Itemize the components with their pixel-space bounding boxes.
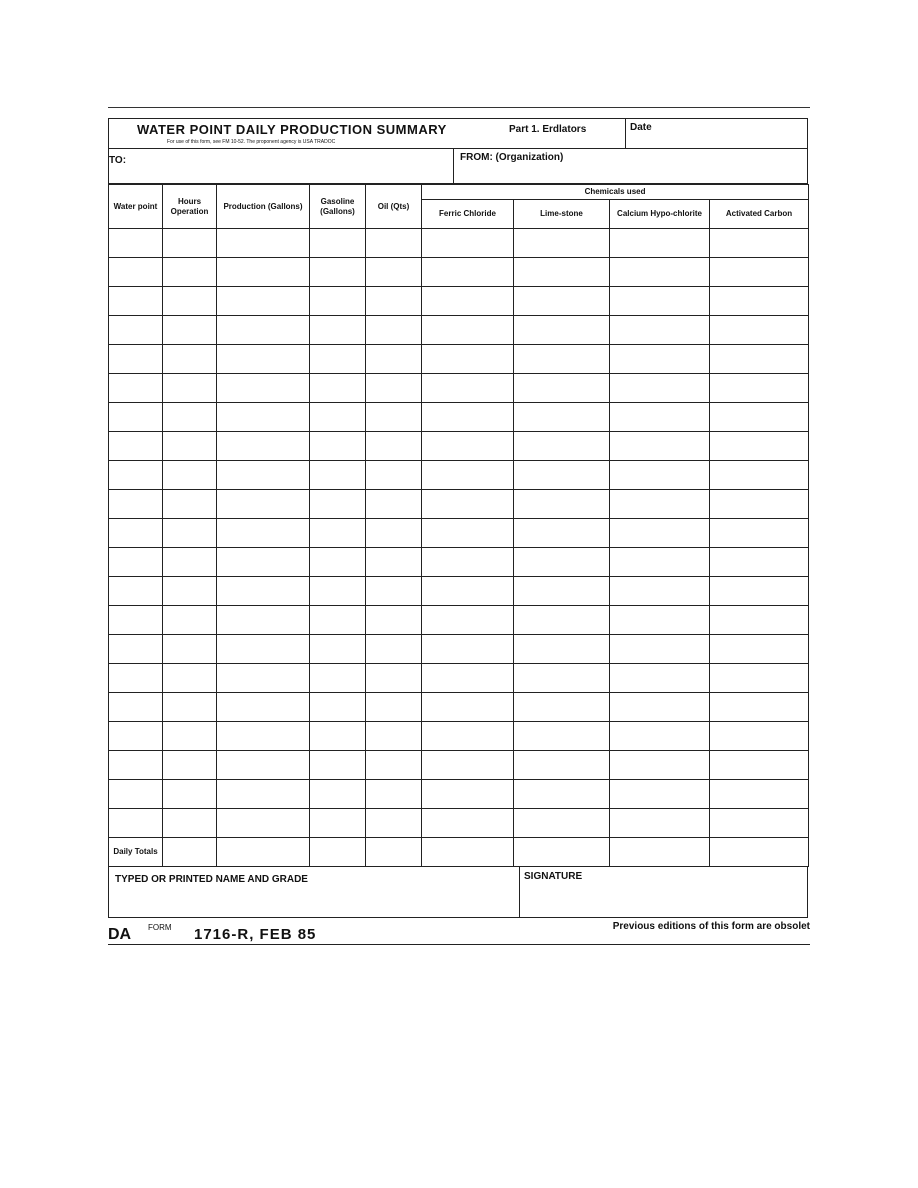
entry-cell[interactable] bbox=[310, 809, 366, 838]
entry-cell[interactable] bbox=[163, 403, 217, 432]
entry-cell[interactable] bbox=[366, 751, 422, 780]
entry-cell[interactable] bbox=[310, 780, 366, 809]
entry-cell[interactable] bbox=[217, 548, 310, 577]
entry-cell[interactable] bbox=[310, 606, 366, 635]
entry-cell[interactable] bbox=[366, 693, 422, 722]
entry-cell[interactable] bbox=[514, 374, 610, 403]
entry-cell[interactable] bbox=[310, 316, 366, 345]
table-row bbox=[109, 490, 809, 519]
table-row bbox=[109, 374, 809, 403]
entry-cell[interactable] bbox=[610, 519, 710, 548]
entry-cell[interactable] bbox=[610, 345, 710, 374]
entry-cell[interactable] bbox=[217, 635, 310, 664]
entry-cell[interactable] bbox=[310, 374, 366, 403]
table-row bbox=[109, 606, 809, 635]
to-from-row bbox=[108, 148, 808, 184]
entry-cell[interactable] bbox=[109, 635, 163, 664]
entry-cell[interactable] bbox=[366, 809, 422, 838]
entry-cell[interactable] bbox=[366, 722, 422, 751]
entry-cell[interactable] bbox=[217, 606, 310, 635]
entry-cell[interactable] bbox=[163, 258, 217, 287]
entry-cell[interactable] bbox=[217, 751, 310, 780]
entry-cell[interactable] bbox=[514, 258, 610, 287]
top-rule bbox=[108, 107, 810, 108]
entry-cell[interactable] bbox=[366, 519, 422, 548]
table-body bbox=[109, 229, 809, 867]
entry-cell[interactable] bbox=[422, 751, 514, 780]
entry-cell[interactable] bbox=[514, 461, 610, 490]
entry-cell[interactable] bbox=[366, 258, 422, 287]
form-header bbox=[108, 118, 808, 148]
entry-cell[interactable] bbox=[610, 577, 710, 606]
entry-cell[interactable] bbox=[217, 461, 310, 490]
entry-cell[interactable] bbox=[710, 664, 809, 693]
entry-cell[interactable] bbox=[610, 548, 710, 577]
entry-cell[interactable] bbox=[109, 751, 163, 780]
entry-cell[interactable] bbox=[109, 258, 163, 287]
entry-cell[interactable] bbox=[514, 577, 610, 606]
entry-cell[interactable] bbox=[310, 287, 366, 316]
obsolete-note: Previous editions of this form are obsolet bbox=[612, 921, 810, 932]
entry-cell[interactable] bbox=[217, 258, 310, 287]
col-calcium-hypochlorite: Calcium Hypo-chlorite bbox=[610, 200, 710, 229]
agency-label: DA bbox=[108, 926, 132, 943]
entry-cell[interactable] bbox=[422, 316, 514, 345]
entry-cell[interactable] bbox=[610, 809, 710, 838]
entry-cell[interactable] bbox=[109, 577, 163, 606]
entry-cell[interactable] bbox=[710, 490, 809, 519]
entry-cell[interactable] bbox=[422, 258, 514, 287]
entry-cell[interactable] bbox=[217, 229, 310, 258]
table-row bbox=[109, 316, 809, 345]
entry-cell[interactable] bbox=[422, 693, 514, 722]
entry-cell[interactable] bbox=[163, 432, 217, 461]
table-row bbox=[109, 693, 809, 722]
entry-cell[interactable] bbox=[610, 635, 710, 664]
entry-cell[interactable] bbox=[514, 751, 610, 780]
table-row bbox=[109, 432, 809, 461]
signature-label: SIGNATURE bbox=[524, 871, 583, 882]
entry-cell[interactable] bbox=[163, 722, 217, 751]
name-grade-label: TYPED OR PRINTED NAME AND GRADE bbox=[115, 874, 308, 885]
entry-cell[interactable] bbox=[610, 229, 710, 258]
from-label: FROM: (Organization) bbox=[460, 152, 564, 163]
table-row bbox=[109, 780, 809, 809]
col-water-point: Water point bbox=[109, 185, 163, 229]
form-word: FORM bbox=[148, 923, 172, 932]
entry-cell[interactable] bbox=[163, 345, 217, 374]
entry-cell[interactable] bbox=[710, 780, 809, 809]
total-cell[interactable] bbox=[514, 838, 610, 867]
entry-cell[interactable] bbox=[710, 345, 809, 374]
entry-cell[interactable] bbox=[217, 809, 310, 838]
entry-cell[interactable] bbox=[109, 374, 163, 403]
entry-cell[interactable] bbox=[217, 432, 310, 461]
col-production: Production (Gallons) bbox=[217, 185, 310, 229]
entry-cell[interactable] bbox=[710, 229, 809, 258]
entry-cell[interactable] bbox=[610, 722, 710, 751]
total-cell[interactable] bbox=[310, 838, 366, 867]
entry-cell[interactable] bbox=[217, 345, 310, 374]
to-label: TO: bbox=[109, 155, 127, 166]
table-row bbox=[109, 345, 809, 374]
entry-cell[interactable] bbox=[109, 287, 163, 316]
entry-cell[interactable] bbox=[310, 722, 366, 751]
entry-cell[interactable] bbox=[310, 345, 366, 374]
entry-cell[interactable] bbox=[217, 664, 310, 693]
entry-cell[interactable] bbox=[610, 316, 710, 345]
entry-cell[interactable] bbox=[610, 403, 710, 432]
entry-cell[interactable] bbox=[366, 606, 422, 635]
total-cell[interactable] bbox=[217, 838, 310, 867]
entry-cell[interactable] bbox=[163, 548, 217, 577]
entry-cell[interactable] bbox=[163, 577, 217, 606]
entry-cell[interactable] bbox=[163, 287, 217, 316]
entry-cell[interactable] bbox=[514, 780, 610, 809]
entry-cell[interactable] bbox=[366, 577, 422, 606]
production-summary-form bbox=[108, 118, 808, 923]
production-table bbox=[108, 184, 809, 867]
entry-cell[interactable] bbox=[710, 432, 809, 461]
table-row bbox=[109, 403, 809, 432]
entry-cell[interactable] bbox=[217, 722, 310, 751]
table-row bbox=[109, 287, 809, 316]
form-number: 1716-R, FEB 85 bbox=[194, 926, 317, 943]
entry-cell[interactable] bbox=[422, 606, 514, 635]
entry-cell[interactable] bbox=[310, 519, 366, 548]
entry-cell[interactable] bbox=[610, 374, 710, 403]
entry-cell[interactable] bbox=[514, 606, 610, 635]
entry-cell[interactable] bbox=[163, 809, 217, 838]
entry-cell[interactable] bbox=[163, 751, 217, 780]
entry-cell[interactable] bbox=[710, 577, 809, 606]
entry-cell[interactable] bbox=[310, 403, 366, 432]
entry-cell[interactable] bbox=[366, 403, 422, 432]
entry-cell[interactable] bbox=[163, 316, 217, 345]
entry-cell[interactable] bbox=[610, 606, 710, 635]
entry-cell[interactable] bbox=[310, 548, 366, 577]
table-row bbox=[109, 519, 809, 548]
entry-cell[interactable] bbox=[310, 577, 366, 606]
entry-cell[interactable] bbox=[422, 664, 514, 693]
entry-cell[interactable] bbox=[366, 345, 422, 374]
entry-cell[interactable] bbox=[514, 287, 610, 316]
entry-cell[interactable] bbox=[710, 374, 809, 403]
entry-cell[interactable] bbox=[109, 780, 163, 809]
entry-cell[interactable] bbox=[422, 577, 514, 606]
entry-cell[interactable] bbox=[514, 229, 610, 258]
entry-cell[interactable] bbox=[710, 461, 809, 490]
entry-cell[interactable] bbox=[310, 229, 366, 258]
entry-cell[interactable] bbox=[422, 374, 514, 403]
entry-cell[interactable] bbox=[610, 693, 710, 722]
entry-cell[interactable] bbox=[710, 258, 809, 287]
entry-cell[interactable] bbox=[163, 693, 217, 722]
entry-cell[interactable] bbox=[422, 519, 514, 548]
entry-cell[interactable] bbox=[310, 461, 366, 490]
table-row bbox=[109, 722, 809, 751]
entry-cell[interactable] bbox=[217, 287, 310, 316]
entry-cell[interactable] bbox=[514, 693, 610, 722]
entry-cell[interactable] bbox=[163, 374, 217, 403]
entry-cell[interactable] bbox=[710, 635, 809, 664]
entry-cell[interactable] bbox=[710, 287, 809, 316]
entry-cell[interactable] bbox=[310, 432, 366, 461]
entry-cell[interactable] bbox=[310, 751, 366, 780]
entry-cell[interactable] bbox=[422, 548, 514, 577]
entry-cell[interactable] bbox=[514, 490, 610, 519]
entry-cell[interactable] bbox=[514, 809, 610, 838]
entry-cell[interactable] bbox=[217, 780, 310, 809]
entry-cell[interactable] bbox=[422, 809, 514, 838]
entry-cell[interactable] bbox=[217, 519, 310, 548]
entry-cell[interactable] bbox=[422, 490, 514, 519]
entry-cell[interactable] bbox=[109, 693, 163, 722]
entry-cell[interactable] bbox=[163, 229, 217, 258]
entry-cell[interactable] bbox=[422, 722, 514, 751]
entry-cell[interactable] bbox=[310, 664, 366, 693]
signature-field[interactable] bbox=[519, 866, 810, 918]
entry-cell[interactable] bbox=[514, 722, 610, 751]
table-row bbox=[109, 751, 809, 780]
entry-cell[interactable] bbox=[610, 461, 710, 490]
signature-block bbox=[108, 866, 808, 918]
entry-cell[interactable] bbox=[109, 316, 163, 345]
entry-cell[interactable] bbox=[514, 316, 610, 345]
entry-cell[interactable] bbox=[710, 606, 809, 635]
entry-cell[interactable] bbox=[217, 693, 310, 722]
entry-cell[interactable] bbox=[610, 490, 710, 519]
entry-cell[interactable] bbox=[109, 722, 163, 751]
entry-cell[interactable] bbox=[310, 490, 366, 519]
daily-totals-label: Daily Totals bbox=[109, 838, 163, 867]
entry-cell[interactable] bbox=[422, 403, 514, 432]
entry-cell[interactable] bbox=[366, 316, 422, 345]
entry-cell[interactable] bbox=[422, 432, 514, 461]
entry-cell[interactable] bbox=[422, 229, 514, 258]
entry-cell[interactable] bbox=[310, 635, 366, 664]
table-row bbox=[109, 548, 809, 577]
entry-cell[interactable] bbox=[109, 345, 163, 374]
entry-cell[interactable] bbox=[109, 664, 163, 693]
entry-cell[interactable] bbox=[514, 635, 610, 664]
entry-cell[interactable] bbox=[163, 664, 217, 693]
entry-cell[interactable] bbox=[366, 461, 422, 490]
entry-cell[interactable] bbox=[109, 461, 163, 490]
entry-cell[interactable] bbox=[366, 229, 422, 258]
entry-cell[interactable] bbox=[514, 432, 610, 461]
entry-cell[interactable] bbox=[163, 780, 217, 809]
table-row bbox=[109, 664, 809, 693]
entry-cell[interactable] bbox=[710, 316, 809, 345]
total-cell[interactable] bbox=[710, 838, 809, 867]
entry-cell[interactable] bbox=[366, 432, 422, 461]
entry-cell[interactable] bbox=[610, 780, 710, 809]
entry-cell[interactable] bbox=[366, 287, 422, 316]
entry-cell[interactable] bbox=[109, 403, 163, 432]
entry-cell[interactable] bbox=[610, 258, 710, 287]
entry-cell[interactable] bbox=[710, 722, 809, 751]
entry-cell[interactable] bbox=[109, 809, 163, 838]
entry-cell[interactable] bbox=[710, 751, 809, 780]
date-label: Date bbox=[630, 122, 652, 133]
table-row bbox=[109, 258, 809, 287]
entry-cell[interactable] bbox=[422, 780, 514, 809]
form-footer bbox=[108, 920, 810, 945]
table-row bbox=[109, 577, 809, 606]
form-part: Part 1. Erdlators bbox=[509, 124, 587, 135]
entry-cell[interactable] bbox=[514, 519, 610, 548]
table-row bbox=[109, 809, 809, 838]
entry-cell[interactable] bbox=[710, 403, 809, 432]
entry-cell[interactable] bbox=[163, 635, 217, 664]
entry-cell[interactable] bbox=[366, 780, 422, 809]
entry-cell[interactable] bbox=[514, 548, 610, 577]
entry-cell[interactable] bbox=[710, 809, 809, 838]
form-subtitle: For use of this form, see FM 10-52. The proponent agency is USA TRADOC bbox=[167, 139, 336, 145]
total-cell[interactable] bbox=[610, 838, 710, 867]
col-gasoline: Gasoline (Gallons) bbox=[310, 185, 366, 229]
entry-cell[interactable] bbox=[217, 374, 310, 403]
form-title: WATER POINT DAILY PRODUCTION SUMMARY bbox=[137, 122, 447, 137]
from-field[interactable] bbox=[453, 149, 810, 183]
entry-cell[interactable] bbox=[366, 664, 422, 693]
entry-cell[interactable] bbox=[514, 664, 610, 693]
entry-cell[interactable] bbox=[610, 751, 710, 780]
entry-cell[interactable] bbox=[109, 432, 163, 461]
entry-cell[interactable] bbox=[422, 287, 514, 316]
entry-cell[interactable] bbox=[163, 606, 217, 635]
entry-cell[interactable] bbox=[310, 693, 366, 722]
entry-cell[interactable] bbox=[163, 519, 217, 548]
entry-cell[interactable] bbox=[109, 606, 163, 635]
entry-cell[interactable] bbox=[310, 258, 366, 287]
entry-cell[interactable] bbox=[710, 519, 809, 548]
entry-cell[interactable] bbox=[610, 287, 710, 316]
col-ferric-chloride: Ferric Chloride bbox=[422, 200, 514, 229]
entry-cell[interactable] bbox=[109, 519, 163, 548]
table-row bbox=[109, 461, 809, 490]
col-hours: Hours Operation bbox=[163, 185, 217, 229]
entry-cell[interactable] bbox=[217, 403, 310, 432]
entry-cell[interactable] bbox=[163, 490, 217, 519]
table-row bbox=[109, 229, 809, 258]
entry-cell[interactable] bbox=[422, 461, 514, 490]
entry-cell[interactable] bbox=[109, 548, 163, 577]
total-cell[interactable] bbox=[422, 838, 514, 867]
col-activated-carbon: Activated Carbon bbox=[710, 200, 809, 229]
entry-cell[interactable] bbox=[366, 548, 422, 577]
entry-cell[interactable] bbox=[217, 490, 310, 519]
col-oil: Oil (Qts) bbox=[366, 185, 422, 229]
entry-cell[interactable] bbox=[366, 635, 422, 664]
table-row bbox=[109, 635, 809, 664]
entry-cell[interactable] bbox=[366, 490, 422, 519]
entry-cell[interactable] bbox=[422, 345, 514, 374]
total-cell[interactable] bbox=[163, 838, 217, 867]
entry-cell[interactable] bbox=[217, 316, 310, 345]
entry-cell[interactable] bbox=[217, 577, 310, 606]
col-limestone: Lime-stone bbox=[514, 200, 610, 229]
entry-cell[interactable] bbox=[366, 374, 422, 403]
entry-cell[interactable] bbox=[710, 548, 809, 577]
chemicals-header: Chemicals used bbox=[422, 185, 809, 200]
totals-row bbox=[109, 838, 809, 867]
entry-cell[interactable] bbox=[710, 693, 809, 722]
entry-cell[interactable] bbox=[610, 432, 710, 461]
entry-cell[interactable] bbox=[109, 490, 163, 519]
entry-cell[interactable] bbox=[422, 635, 514, 664]
entry-cell[interactable] bbox=[514, 403, 610, 432]
entry-cell[interactable] bbox=[610, 664, 710, 693]
total-cell[interactable] bbox=[366, 838, 422, 867]
entry-cell[interactable] bbox=[514, 345, 610, 374]
entry-cell[interactable] bbox=[109, 229, 163, 258]
entry-cell[interactable] bbox=[163, 461, 217, 490]
date-field[interactable] bbox=[625, 119, 809, 149]
